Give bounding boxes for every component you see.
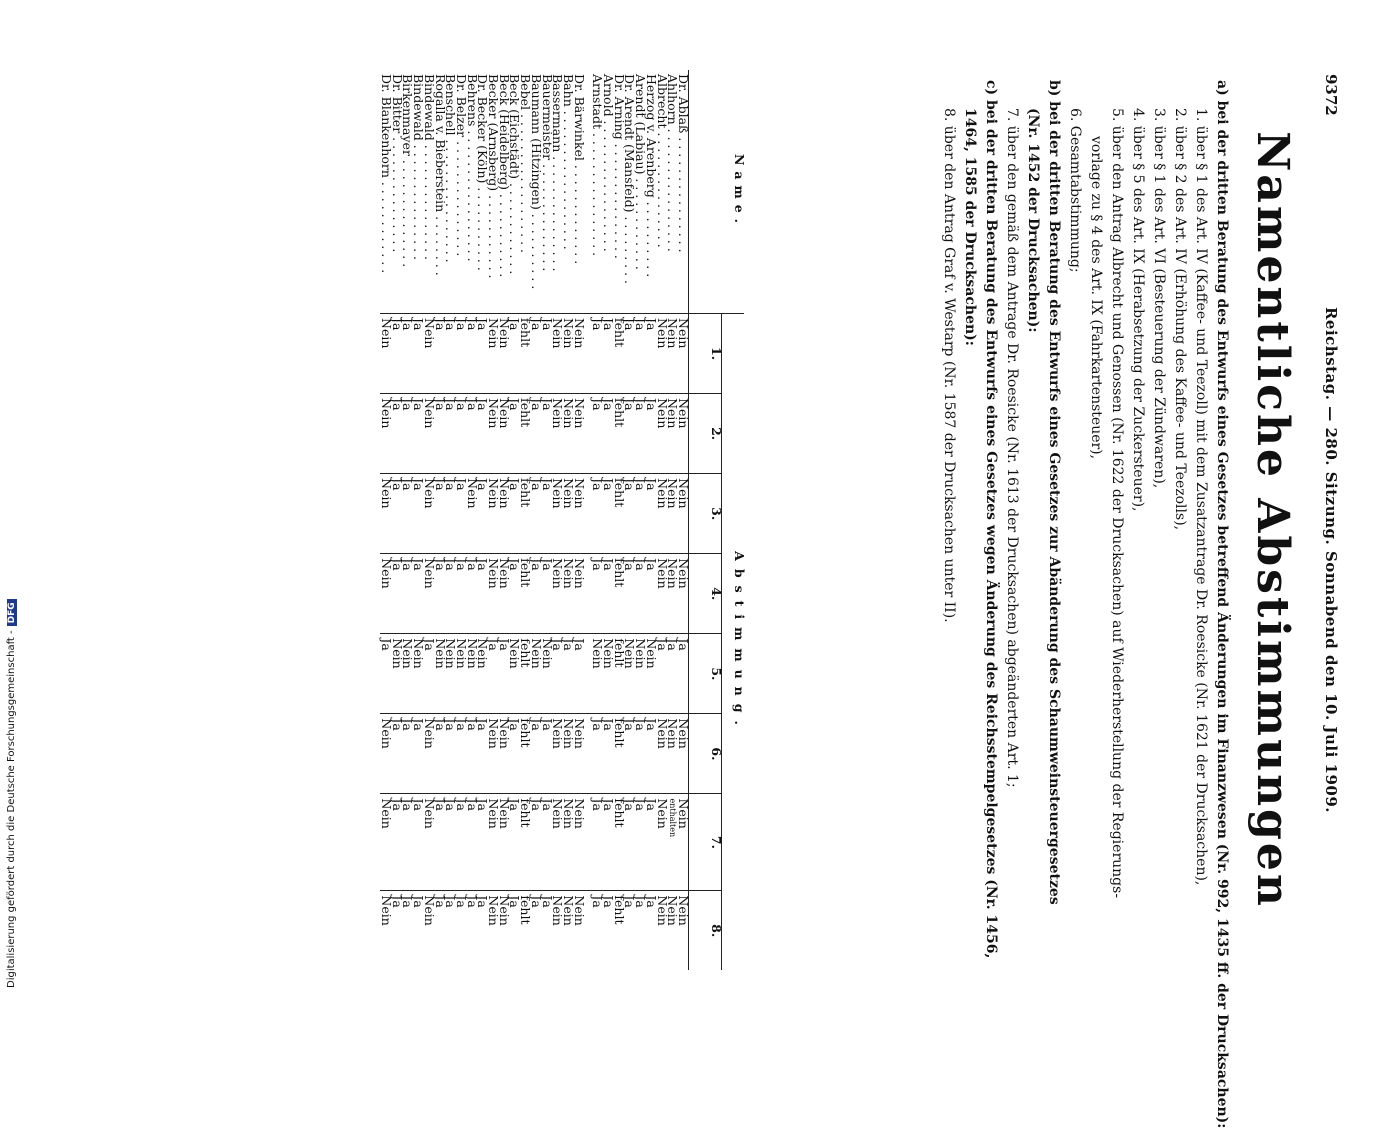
vote-cell: Nein bbox=[423, 714, 434, 794]
vote-cell: Ja bbox=[562, 634, 573, 714]
vote-cell: Nein bbox=[677, 314, 688, 394]
vote-cell: Ja bbox=[592, 394, 603, 474]
vote-cell: Ja bbox=[573, 634, 584, 714]
vote-cell: Ja bbox=[434, 554, 445, 634]
vote-cell: Ja bbox=[509, 554, 520, 634]
vote-cell: Ja bbox=[634, 891, 645, 970]
vote-cell: Ja bbox=[509, 314, 520, 394]
vote-cell: Ja bbox=[592, 314, 603, 394]
vote-cell: Nein bbox=[562, 794, 573, 891]
vote-cell: Ja bbox=[434, 474, 445, 554]
vote-cell: Nein bbox=[562, 554, 573, 634]
vote-cell: Ja bbox=[380, 634, 391, 714]
running-title: Reichstag. — 280. Sitzung. Sonnabend den 10. Juli 1909. bbox=[1322, 306, 1340, 814]
intro-item: 4. über § 5 des Art. IX (Herabsetzung der Zuckersteuer), bbox=[1130, 108, 1146, 512]
vote-cell: Ja bbox=[402, 474, 413, 554]
vote-cell: Ja bbox=[391, 554, 402, 634]
vote-cell: Ja bbox=[445, 714, 456, 794]
page-header bbox=[1318, 70, 1340, 970]
dfg-logo: DFG bbox=[7, 599, 17, 626]
vote-cell: Ja bbox=[455, 794, 466, 891]
vote-cell: Nein bbox=[667, 554, 678, 634]
document-title: Namentliche Abstimmungen bbox=[1247, 131, 1298, 909]
vote-cell: Ja bbox=[466, 794, 477, 891]
member-name: Dr. Becker (Köln) . . . . . . . . . . . bbox=[477, 70, 488, 314]
vote-cell: Ja bbox=[402, 714, 413, 794]
vote-cell: Nein bbox=[509, 634, 520, 714]
vote-cell: Nein bbox=[656, 314, 667, 394]
vote-cell: Nein bbox=[487, 554, 498, 634]
member-name: Bassermann . . . . . . . . . . . . . . . bbox=[552, 70, 563, 314]
vote-cell: fehlt bbox=[613, 794, 624, 891]
vote-cell: Ja bbox=[455, 554, 466, 634]
vote-cell: Nein bbox=[602, 634, 613, 714]
vote-cell: Nein bbox=[423, 554, 434, 634]
rotated-page-content bbox=[70, 70, 1340, 1128]
vote-cell: Nein bbox=[380, 394, 391, 474]
vote-cell: Nein bbox=[552, 714, 563, 794]
vote-cell: Nein bbox=[423, 474, 434, 554]
member-name: Bauermeister . . . . . . . . . . . . . . bbox=[541, 70, 552, 314]
vote-cell: Nein bbox=[423, 314, 434, 394]
vote-cell: Ja bbox=[509, 714, 520, 794]
vote-cell: Nein bbox=[656, 554, 667, 634]
member-name: Behrens . . . . . . . . . . . . . . . . . bbox=[466, 70, 477, 314]
section-b-heading: b) bei der dritten Beratung des Entwurfs eines Gesetzes zur Abänderung des Schaumweinsteuergesetzes bbox=[1046, 80, 1062, 905]
vote-cell: Ja bbox=[412, 714, 423, 794]
vote-cell: Ja bbox=[602, 794, 613, 891]
vote-cell: Ja bbox=[445, 554, 456, 634]
vote-cell: Ja bbox=[391, 474, 402, 554]
vote-cell: Nein bbox=[380, 314, 391, 394]
vote-cell: Ja bbox=[455, 314, 466, 394]
vote-cell: Ja bbox=[445, 314, 456, 394]
section-a-items bbox=[1064, 80, 1211, 960]
vote-cell: Nein bbox=[498, 891, 509, 970]
vote-column-header: 8. bbox=[689, 891, 722, 970]
vote-cell: fehlt bbox=[613, 891, 624, 970]
section-b-items bbox=[1001, 80, 1022, 960]
vote-cell: fehlt bbox=[519, 474, 530, 554]
vote-cell: fehlt bbox=[519, 891, 530, 970]
vote-cell: Nein bbox=[498, 554, 509, 634]
vote-cell: Nein bbox=[573, 714, 584, 794]
vote-cell: Nein bbox=[562, 891, 573, 970]
vote-cell: Ja bbox=[624, 554, 635, 634]
vote-cell: Ja bbox=[541, 314, 552, 394]
vote-cell: Ja bbox=[455, 474, 466, 554]
vote-column-header: 1. bbox=[689, 314, 722, 394]
vote-cell: Ja bbox=[530, 891, 541, 970]
member-name: Becker (Arnsberg) . . . . . . . . . . . bbox=[487, 70, 498, 314]
vote-cell: fehlt bbox=[519, 794, 530, 891]
vote-cell: Ja bbox=[592, 474, 603, 554]
vote-cell: Ja bbox=[541, 394, 552, 474]
vote-cell: Ja bbox=[402, 794, 413, 891]
member-name: Dr. Ablaß . . . . . . . . . . . . . . . bbox=[677, 70, 688, 314]
vote-cell: Ja bbox=[445, 474, 456, 554]
vote-column-header: 6. bbox=[689, 714, 722, 794]
vote-cell: Nein bbox=[667, 714, 678, 794]
table-row bbox=[592, 70, 603, 970]
vote-cell: Ja bbox=[477, 891, 488, 970]
vote-cell: Nein bbox=[445, 634, 456, 714]
vote-cell: Ja bbox=[434, 314, 445, 394]
vote-cell: Ja bbox=[634, 794, 645, 891]
vote-cell: Nein bbox=[656, 474, 667, 554]
vote-cell: Ja bbox=[530, 474, 541, 554]
vote-cell: Ja bbox=[592, 794, 603, 891]
vote-cell: Ja bbox=[541, 554, 552, 634]
vote-cell: Nein bbox=[498, 314, 509, 394]
vote-cell: Nein bbox=[541, 634, 552, 714]
member-name: Herzog v. Arenberg . . . . . . . . . . bbox=[645, 70, 656, 314]
vote-cell: Ja bbox=[412, 891, 423, 970]
vote-cell: Nein bbox=[573, 891, 584, 970]
section-c-heading: c) bei der dritten Beratung des Entwurfs eines Gesetzes wegen Änderung des Reichsstempelgesetzes (Nr. 1456, bbox=[983, 80, 999, 959]
member-name: Bahn . . . . . . . . . . . . . . . . . . bbox=[562, 70, 573, 314]
member-name: Bebel . . . . . . . . . . . . . . . . . . bbox=[519, 70, 530, 314]
vote-cell: Ja bbox=[402, 314, 413, 394]
vote-cell: Ja bbox=[634, 314, 645, 394]
intro-section bbox=[938, 80, 1232, 1128]
vote-cell: Nein bbox=[552, 891, 563, 970]
vote-cell: Nein bbox=[455, 634, 466, 714]
vote-cell: Ja bbox=[602, 474, 613, 554]
vote-cell: Ja bbox=[477, 794, 488, 891]
vote-cell: Ja bbox=[645, 394, 656, 474]
footer-credit bbox=[6, 602, 22, 993]
intro-item: 1. über § 1 des Art. IV (Kaffee- und Teezoll) mit dem Zusatzantrage Dr. Roesicke (Nr. 1621 der Drucksachen), bbox=[1193, 108, 1209, 886]
vote-cell: Ja bbox=[602, 314, 613, 394]
vote-cell: Nein bbox=[487, 891, 498, 970]
vote-cell: Nein bbox=[562, 714, 573, 794]
vote-cell: Ja bbox=[455, 394, 466, 474]
vote-cell: Ja bbox=[634, 554, 645, 634]
vote-cell: Ja bbox=[530, 394, 541, 474]
vote-column-header: 3. bbox=[689, 474, 722, 554]
vote-cell: Ja bbox=[602, 554, 613, 634]
member-name: Dr. Arendt (Mansfeld) . . . . . . . . . bbox=[624, 70, 635, 314]
vote-cell: Nein bbox=[624, 634, 635, 714]
vote-column-header: 5. bbox=[689, 634, 722, 714]
vote-cell: Ja bbox=[434, 394, 445, 474]
intro-item: 7. über den gemäß dem Antrage Dr. Roesicke (Nr. 1613 der Drucksachen) abgeänderten Art. 1; bbox=[1004, 108, 1020, 788]
vote-column-header: 4. bbox=[689, 554, 722, 634]
vote-cell: Ja bbox=[624, 794, 635, 891]
vote-cell: Ja bbox=[509, 474, 520, 554]
vote-cell: Ja bbox=[455, 891, 466, 970]
member-name: Arendt (Labiau) . . . . . . . . . . . . bbox=[634, 70, 645, 314]
member-name: Rogalla v. Bieberstein . . . . . . . . bbox=[434, 70, 445, 314]
vote-cell: Nein bbox=[592, 634, 603, 714]
vote-cell: fehlt bbox=[613, 634, 624, 714]
vote-cell: Nein bbox=[487, 314, 498, 394]
vote-cell: Nein bbox=[656, 394, 667, 474]
member-name: Bindewald . . . . . . . . . . . . . . . bbox=[412, 70, 423, 314]
vote-cell: Ja bbox=[391, 314, 402, 394]
vote-cell: Nein bbox=[498, 714, 509, 794]
vote-cell: Nein bbox=[423, 794, 434, 891]
vote-cell: Ja bbox=[677, 634, 688, 714]
vote-cell: Nein bbox=[645, 634, 656, 714]
vote-cell: Nein bbox=[552, 474, 563, 554]
intro-item: 6. Gesamtabstimmung; bbox=[1067, 108, 1083, 273]
table-row bbox=[380, 70, 391, 970]
member-name: Birkenmayer . . . . . . . . . . . . . . bbox=[402, 70, 413, 314]
vote-cell: Nein bbox=[573, 314, 584, 394]
vote-cell: Ja bbox=[445, 794, 456, 891]
vote-cell: Ja bbox=[624, 714, 635, 794]
vote-cell: Ja bbox=[445, 394, 456, 474]
page-number: 9372 bbox=[1322, 74, 1340, 116]
vote-cell: Nein bbox=[677, 794, 688, 891]
vote-column-header: 2. bbox=[689, 394, 722, 474]
vote-cell: enthalten bbox=[667, 794, 678, 891]
vote-cell: Ja bbox=[412, 394, 423, 474]
vote-cell: Nein bbox=[498, 394, 509, 474]
vote-cell: Nein bbox=[562, 474, 573, 554]
vote-cell: Ja bbox=[645, 314, 656, 394]
vote-cell: Ja bbox=[624, 474, 635, 554]
member-name: Arnstadt . . . . . . . . . . . . . . . . bbox=[592, 70, 603, 314]
vote-cell: fehlt bbox=[613, 554, 624, 634]
vote-cell: Ja bbox=[466, 891, 477, 970]
vote-cell: Ja bbox=[530, 714, 541, 794]
vote-cell: Ja bbox=[434, 794, 445, 891]
vote-cell: Ja bbox=[645, 474, 656, 554]
vote-cell: Nein bbox=[466, 474, 477, 554]
vote-cell: Ja bbox=[402, 394, 413, 474]
vote-cell: Ja bbox=[541, 794, 552, 891]
vote-cell: Ja bbox=[667, 634, 678, 714]
vote-cell: Ja bbox=[487, 634, 498, 714]
vote-cell: Ja bbox=[645, 794, 656, 891]
vote-cell: Nein bbox=[487, 394, 498, 474]
member-name: Dr. Bärwinkel . . . . . . . . . . . . . bbox=[573, 70, 584, 314]
vote-cell: Ja bbox=[434, 891, 445, 970]
vote-cell: Ja bbox=[477, 554, 488, 634]
vote-cell: Ja bbox=[498, 634, 509, 714]
vote-cell: fehlt bbox=[519, 554, 530, 634]
vote-cell: Nein bbox=[498, 794, 509, 891]
vote-cell: Nein bbox=[667, 474, 678, 554]
vote-cell: Ja bbox=[541, 891, 552, 970]
vote-cell: Nein bbox=[573, 474, 584, 554]
vote-cell: Ja bbox=[455, 714, 466, 794]
vote-cell: Ja bbox=[602, 394, 613, 474]
vote-cell: Ja bbox=[509, 891, 520, 970]
member-name: Arnold . . . . . . . . . . . . . . . . . bbox=[602, 70, 613, 314]
vote-cell: Ja bbox=[412, 474, 423, 554]
vote-cell: Ja bbox=[602, 891, 613, 970]
vote-cell: Nein bbox=[552, 394, 563, 474]
vote-cell: Nein bbox=[677, 474, 688, 554]
vote-cell: Nein bbox=[552, 314, 563, 394]
vote-cell: Nein bbox=[498, 474, 509, 554]
name-column-header: Name. bbox=[689, 70, 745, 314]
member-name: Bindewald . . . . . . . . . . . . . . . bbox=[423, 70, 434, 314]
vote-cell: Nein bbox=[434, 634, 445, 714]
vote-cell: Ja bbox=[391, 714, 402, 794]
vote-cell: Nein bbox=[552, 554, 563, 634]
vote-cell: Ja bbox=[552, 634, 563, 714]
vote-cell: fehlt bbox=[613, 714, 624, 794]
vote-cell: Ja bbox=[634, 394, 645, 474]
vote-cell: fehlt bbox=[613, 314, 624, 394]
vote-cell: Ja bbox=[477, 714, 488, 794]
vote-cell: fehlt bbox=[519, 714, 530, 794]
vote-cell: Ja bbox=[656, 634, 667, 714]
vote-cell: Ja bbox=[645, 554, 656, 634]
vote-cell: Nein bbox=[677, 891, 688, 970]
vote-cell: Nein bbox=[380, 714, 391, 794]
vote-cell: Nein bbox=[667, 314, 678, 394]
vote-cell: fehlt bbox=[519, 314, 530, 394]
member-name: Albrecht . . . . . . . . . . . . . . . bbox=[656, 70, 667, 314]
vote-cell: Nein bbox=[477, 634, 488, 714]
vote-cell: Ja bbox=[434, 714, 445, 794]
vote-cell: Ja bbox=[477, 314, 488, 394]
vote-cell: Nein bbox=[562, 394, 573, 474]
vote-cell: Ja bbox=[624, 891, 635, 970]
vote-cell: Ja bbox=[645, 891, 656, 970]
vote-cell: Nein bbox=[677, 714, 688, 794]
member-name: Dr. Arning . . . . . . . . . . . . . . . bbox=[613, 70, 624, 314]
vote-column-header: 7. bbox=[689, 794, 722, 891]
member-name: Benschell . . . . . . . . . . . . . . . . bbox=[445, 70, 456, 314]
vote-cell: Ja bbox=[391, 891, 402, 970]
intro-item: 8. über den Antrag Graf v. Westarp (Nr. 1587 der Drucksachen unter II). bbox=[941, 108, 957, 623]
vote-cell: Ja bbox=[530, 554, 541, 634]
vote-cell: Nein bbox=[656, 891, 667, 970]
vote-cell: Ja bbox=[466, 394, 477, 474]
vote-cell: fehlt bbox=[519, 394, 530, 474]
vote-cell: Nein bbox=[487, 474, 498, 554]
vote-cell: Ja bbox=[592, 714, 603, 794]
vote-cell: Nein bbox=[667, 891, 678, 970]
vote-cell: Nein bbox=[402, 634, 413, 714]
vote-cell: Ja bbox=[445, 891, 456, 970]
vote-cell: Nein bbox=[552, 794, 563, 891]
vote-cell: Ja bbox=[602, 714, 613, 794]
vote-cell: Ja bbox=[509, 394, 520, 474]
vote-cell: Ja bbox=[391, 394, 402, 474]
vote-cell: Ja bbox=[402, 891, 413, 970]
vote-cell: Nein bbox=[380, 474, 391, 554]
member-name: Ahlhorn . . . . . . . . . . . . . . . . bbox=[667, 70, 678, 314]
vote-cell: Ja bbox=[391, 794, 402, 891]
vote-cell: Ja bbox=[466, 314, 477, 394]
vote-cell: Nein bbox=[391, 634, 402, 714]
vote-cell: Nein bbox=[466, 634, 477, 714]
vote-cell: Ja bbox=[466, 714, 477, 794]
vote-cell: Ja bbox=[412, 554, 423, 634]
vote-cell: Ja bbox=[412, 794, 423, 891]
vote-cell: Ja bbox=[477, 474, 488, 554]
vote-cell: Nein bbox=[530, 634, 541, 714]
vote-cell: Ja bbox=[645, 714, 656, 794]
section-c-heading-cont: 1464, 1585 der Drucksachen): bbox=[962, 108, 978, 346]
vote-cell: Ja bbox=[592, 554, 603, 634]
vote-cell: Nein bbox=[656, 714, 667, 794]
vote-cell: Ja bbox=[592, 891, 603, 970]
vote-cell: Ja bbox=[477, 394, 488, 474]
member-name: Beck (Eichstädt) . . . . . . . . . . . . bbox=[509, 70, 520, 314]
member-name: Dr. Blankenhorn . . . . . . . . . . . . bbox=[380, 70, 391, 314]
vote-cell: Nein bbox=[412, 634, 423, 714]
vote-cell: Nein bbox=[573, 554, 584, 634]
vote-table bbox=[379, 70, 747, 970]
section-c-items bbox=[938, 80, 959, 960]
vote-cell: Nein bbox=[487, 794, 498, 891]
vote-cell: fehlt bbox=[519, 634, 530, 714]
vote-cell: Nein bbox=[423, 394, 434, 474]
vote-cell: Nein bbox=[380, 794, 391, 891]
vote-cell: Ja bbox=[634, 714, 645, 794]
intro-item: 3. über § 1 des Art. VI (Besteuerung der Zündwaren), bbox=[1151, 108, 1167, 489]
section-a-heading: a) bei der dritten Beratung des Entwurfs eines Gesetzes betreffend Änderungen im Finanzwesen (Nr. 992, 1435 ff. der Drucksachen): bbox=[1214, 80, 1230, 1128]
vote-cell: Nein bbox=[380, 554, 391, 634]
vote-cell: Nein bbox=[656, 794, 667, 891]
vote-cell: Nein bbox=[562, 314, 573, 394]
vote-cell: Ja bbox=[466, 554, 477, 634]
vote-cell: Nein bbox=[423, 891, 434, 970]
vote-cell: Nein bbox=[667, 394, 678, 474]
vote-cell: fehlt bbox=[613, 394, 624, 474]
member-name: Dr. Belzer . . . . . . . . . . . . . . . bbox=[455, 70, 466, 314]
intro-item: 2. über § 2 des Art. IV (Erhöhung des Kaffee- und Teezolls), bbox=[1172, 108, 1188, 531]
vote-cell: Ja bbox=[530, 794, 541, 891]
vote-cell: Nein bbox=[634, 634, 645, 714]
vote-cell: Nein bbox=[487, 714, 498, 794]
vote-cell: Ja bbox=[402, 554, 413, 634]
vote-cell: Ja bbox=[530, 314, 541, 394]
vote-cell: Ja bbox=[541, 474, 552, 554]
vote-cell: Ja bbox=[624, 314, 635, 394]
member-name: Baumann (Hitzingen) . . . . . . . . . . bbox=[530, 70, 541, 314]
intro-item: 5. über den Antrag Albrecht und Genossen (Nr. 1622 der Drucksachen) auf Wiederherstellung der Regierungs- bbox=[1109, 108, 1125, 899]
vote-cell: Nein bbox=[573, 394, 584, 474]
intro-item: vorlage zu § 4 des Art. IX (Fahrkartensteuer), bbox=[1088, 136, 1104, 460]
vote-cell: fehlt bbox=[613, 474, 624, 554]
digitization-credit: Digitalisierung gefördert durch die Deutsche Forschungsgemeinschaft - bbox=[6, 630, 17, 988]
vote-cell: Ja bbox=[423, 634, 434, 714]
vote-group-header: Abstimmung. bbox=[722, 314, 745, 971]
section-b-heading-cont: (Nr. 1452 der Drucksachen): bbox=[1025, 108, 1041, 333]
vote-cell: Ja bbox=[634, 474, 645, 554]
member-name: Beck (Heidelberg) . . . . . . . . . . . bbox=[498, 70, 509, 314]
vote-cell: Ja bbox=[624, 394, 635, 474]
member-name: Dr. Bitter . . . . . . . . . . . . . . . bbox=[391, 70, 402, 314]
vote-cell: Ja bbox=[509, 794, 520, 891]
vote-cell: Nein bbox=[573, 794, 584, 891]
vote-cell: Nein bbox=[677, 554, 688, 634]
vote-cell: Nein bbox=[380, 891, 391, 970]
vote-cell: Nein bbox=[677, 394, 688, 474]
vote-cell: Ja bbox=[412, 314, 423, 394]
vote-cell: Ja bbox=[541, 714, 552, 794]
